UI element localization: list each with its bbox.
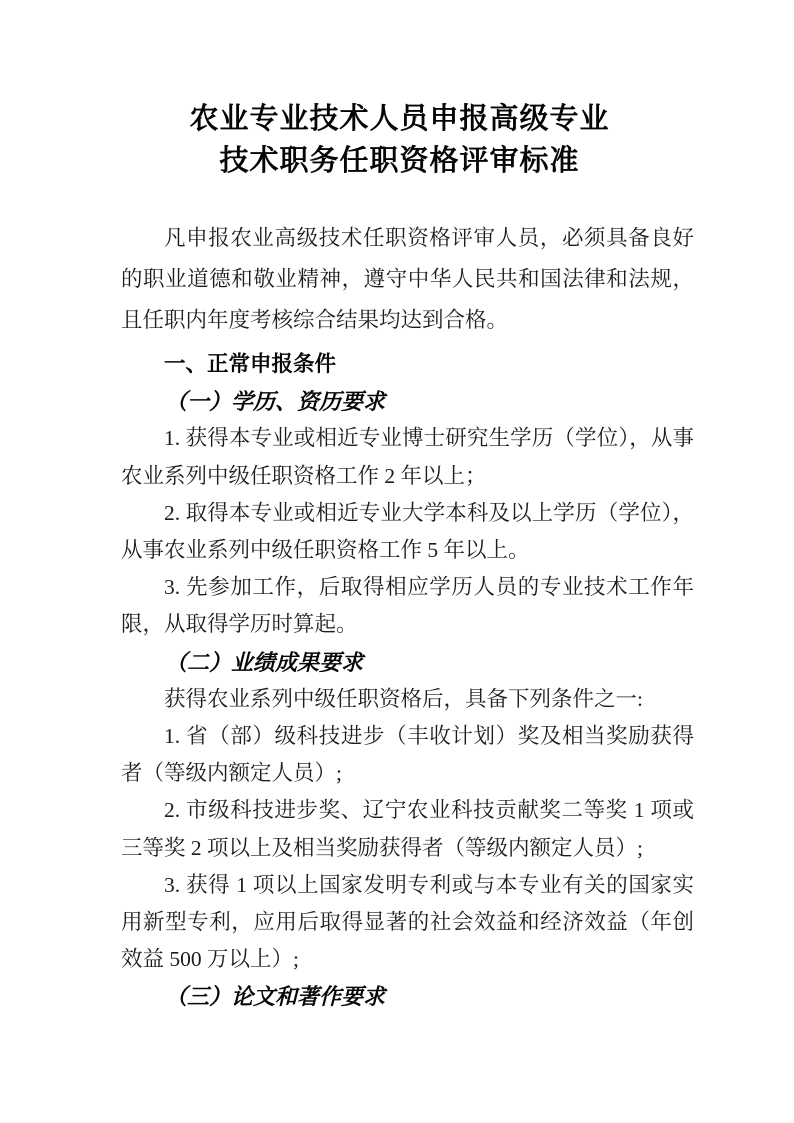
subsection-heading: （一）学历、资历要求: [165, 389, 386, 415]
subsection-heading: （三）论文和著作要求: [165, 984, 386, 1010]
body-paragraph: 2. 取得本专业或相近专业大学本科及以上学历（学位），从事农业系列中级任职资格工作 5 年以上。: [121, 500, 694, 563]
document-title-line-1: 农业专业技术人员申报高级专业: [189, 103, 610, 135]
subsection-heading: （二）业绩成果要求: [165, 649, 364, 675]
intro-paragraph: 凡申报农业高级技术任职资格评审人员，必须具备良好的职业道德和敬业精神，遵守中华人民共和国法律和法规，且任职内年度考核综合结果均达到合格。: [121, 226, 694, 332]
body-paragraph: 3. 获得 1 项以上国家发明专利或与本专业有关的国家实用新型专利，应用后取得显著的社会效益和经济效益（年创效益 500 万以上）;: [121, 872, 694, 972]
document-title-line-2: 技术职务任职资格评审标准: [219, 145, 580, 177]
body-paragraph: 1. 获得本专业或相近专业博士研究生学历（学位），从事农业系列中级任职资格工作 2 年以上；: [121, 426, 694, 488]
body-paragraph: 获得农业系列中级任职资格后，具备下列条件之一:: [164, 686, 643, 711]
document-body: [121, 346, 694, 1016]
document-title: [105, 98, 694, 182]
body-paragraph: 2. 市级科技进步奖、辽宁农业科技贡献奖二等奖 1 项或三等奖 2 项以上及相当奖励获得者（等级内额定人员）;: [121, 798, 694, 860]
body-paragraph: 3. 先参加工作，后取得相应学历人员的专业技术工作年限，从取得学历时算起。: [121, 575, 694, 637]
body-paragraph: 1. 省（部）级科技进步（丰收计划）奖及相当奖励获得者（等级内额定人员）;: [121, 724, 694, 786]
section-heading: 一、正常申报条件: [164, 352, 337, 376]
